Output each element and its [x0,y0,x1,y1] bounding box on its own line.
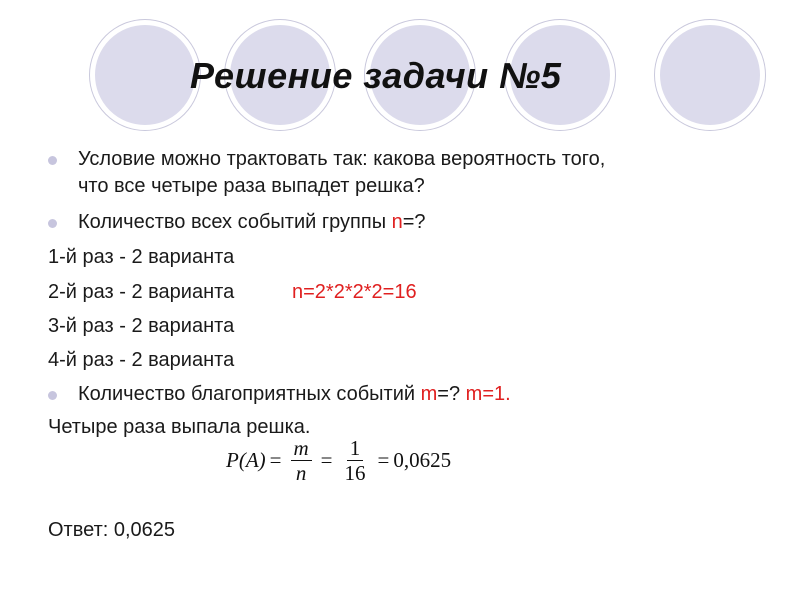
fraction-numerator: m [291,437,312,461]
row-1: 1-й раз - 2 варианта [48,246,235,268]
m-value: m=1. [465,383,511,405]
decor-circle-1 [90,20,200,130]
formula-equals: = [377,447,390,472]
var-n: n [391,211,403,233]
fraction-denominator: n [295,460,307,485]
favorable-events-line [78,382,511,407]
slide-title: Решение задачи №5 [190,55,562,96]
fraction-numerator: 1 [347,437,364,461]
row-3: 3-й раз - 2 варианта [48,315,235,337]
answer-line: Ответ: 0,0625 [48,519,176,541]
probability-formula [226,432,451,488]
fraction-m-over-n [291,437,312,484]
formula-equals: = [269,447,282,472]
fraction-denominator: 16 [344,460,366,485]
decor-circle-5 [655,20,765,130]
total-events-text: Количество всех событий группы [78,211,392,233]
bullet-dot [48,156,57,165]
bullet-dot [48,391,57,400]
total-events-line [78,210,426,235]
row-4: 4-й раз - 2 варианта [48,349,235,371]
fraction-1-over-16 [342,437,369,484]
bullet-dot [48,219,57,228]
formula-equals: = [320,447,333,472]
favorable-events-text: Количество благоприятных событий [78,383,421,405]
fact-line: Четыре раза выпала решка. [48,416,311,438]
condition-line-1: Условие можно трактовать так: какова вероятность того, [78,148,606,170]
formula-lhs: P(A) [226,447,266,472]
n-calculation: n=2*2*2*2=16 [292,281,417,303]
favorable-events-mid: =? [437,383,466,405]
var-m: m [420,383,438,405]
formula-result: 0,0625 [393,447,452,472]
row-2: 2-й раз - 2 варианта [48,281,235,303]
condition-line-2: что все четыре раза выпадет решка? [78,175,425,197]
total-events-suffix: =? [402,211,426,233]
